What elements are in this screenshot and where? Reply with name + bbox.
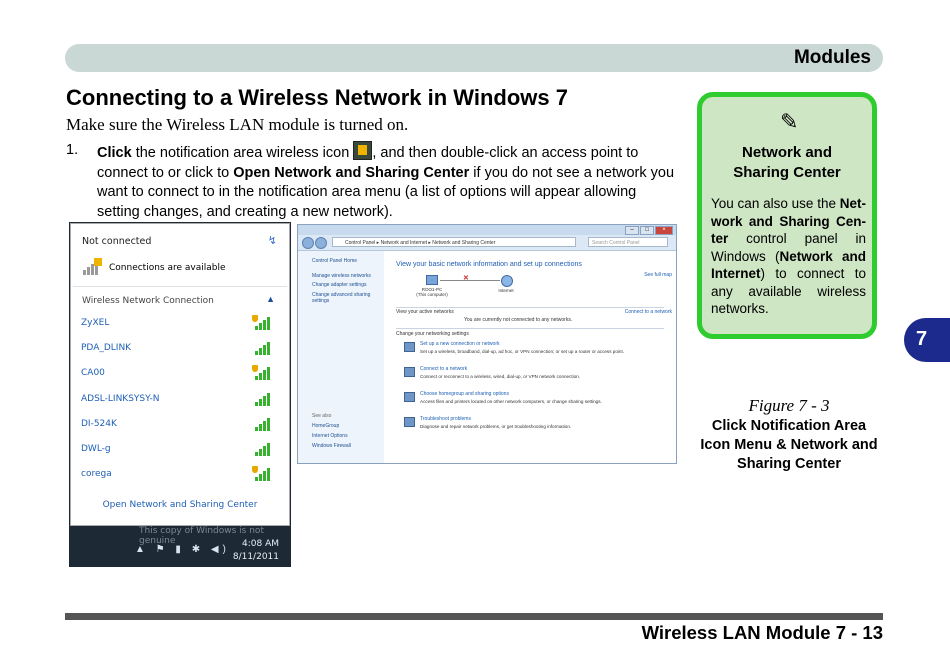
connect-to-network-link[interactable]: Connect to a network xyxy=(624,309,672,315)
note-text-1: You can also use the xyxy=(711,196,840,211)
divider xyxy=(73,286,287,287)
task-desc: Diagnose and repair network problems, or get troubleshooting information. xyxy=(420,424,572,429)
network-item-di-524k[interactable] xyxy=(71,413,289,438)
search-input[interactable]: Search Control Panel xyxy=(588,237,668,247)
back-icon[interactable] xyxy=(302,237,314,249)
advanced-sharing-link[interactable]: Change advanced sharing settings xyxy=(312,292,371,304)
network-name: ZyXEL xyxy=(81,318,110,328)
task-desc: Access files and printers located on other network computers, or change sharing settings. xyxy=(420,399,602,404)
divider xyxy=(396,328,664,329)
signal-bars-icon xyxy=(255,417,273,431)
figure-caption: Click Notification Area Icon Menu & Network and Sharing Center xyxy=(700,418,878,472)
network-item-dwl-g[interactable] xyxy=(71,438,289,463)
pen-icon: ✎ xyxy=(780,109,799,134)
task-homegroup[interactable]: Choose homegroup and sharing options xyxy=(420,391,509,397)
note-text-3: ) to connect to any available wireless networks. xyxy=(711,266,866,316)
internet-options-link[interactable]: Internet Options xyxy=(312,433,348,439)
signal-bars-icon xyxy=(255,442,273,456)
note-title-line1: Network and xyxy=(741,144,832,161)
step-text-c: if you do not see a network you want to connect to in the notification area menu (a list of options will appear allowing setting changes, and creating a new network). xyxy=(97,164,675,220)
step-body xyxy=(97,141,678,222)
divider xyxy=(396,307,664,308)
cp-home-link[interactable]: Control Panel Home xyxy=(312,258,358,264)
step-text-a: the notification area wireless icon xyxy=(131,145,354,161)
manage-wireless-link[interactable]: Manage wireless networks xyxy=(312,273,371,279)
note-bold-1: Net-work and Sharing Cen-ter xyxy=(711,196,866,246)
note-text-2: control panel in Windows ( xyxy=(711,231,866,264)
computer-node xyxy=(410,287,454,297)
troubleshoot-icon xyxy=(404,417,415,427)
disconnected-x-icon: ✕ xyxy=(463,275,469,282)
step-number: 1. xyxy=(66,142,79,158)
network-link-line xyxy=(440,280,500,281)
signal-bars-icon xyxy=(255,366,273,380)
connection-status: Not connected xyxy=(82,236,152,247)
click-keyword: Click xyxy=(97,145,132,161)
network-list xyxy=(71,312,289,488)
active-networks-header: View your active networks xyxy=(396,309,454,315)
see-full-map-link[interactable]: See full map xyxy=(644,272,672,278)
network-item-pda-dlink[interactable] xyxy=(71,337,289,362)
wireless-tray-icon xyxy=(353,141,372,160)
step-text-b: , and then double-click an access point to connect to or click to xyxy=(97,145,639,181)
figure-label: Figure 7 - 3 xyxy=(748,396,830,415)
note-title-line2: Sharing Center xyxy=(733,164,841,181)
network-name: DWL-g xyxy=(81,443,111,454)
security-shield-icon xyxy=(252,315,258,322)
network-name: PDA_DLINK xyxy=(81,343,132,354)
window-titlebar xyxy=(298,225,676,235)
footer-text: Wireless LAN Module 7 - 13 xyxy=(641,622,883,643)
not-connected-text: You are currently not connected to any networks. xyxy=(464,317,573,323)
task-connect-network[interactable]: Connect to a network xyxy=(420,366,468,372)
address-field[interactable]: Control Panel ▸ Network and Internet ▸ Network and Sharing Center xyxy=(332,237,576,247)
footer-bar xyxy=(65,613,883,620)
network-name: DI-524K xyxy=(81,418,117,429)
connect-network-icon xyxy=(404,367,415,377)
header-bar xyxy=(65,44,883,72)
network-item-adsl-linksysy-n[interactable] xyxy=(71,388,289,413)
homegroup-link[interactable]: HomeGroup xyxy=(312,423,340,429)
task-new-connection[interactable]: Set up a new connection or network xyxy=(420,341,500,347)
cp-sidebar xyxy=(298,251,384,463)
chapter-number: 7 xyxy=(916,328,928,350)
task-desc: Connect or reconnect to a wireless, wired, dial-up, or VPN network connection. xyxy=(420,374,581,379)
wireless-popup-screenshot xyxy=(69,222,291,567)
connections-available-label: Connections are available xyxy=(109,263,226,273)
homegroup-icon xyxy=(404,392,415,402)
security-shield-icon xyxy=(252,365,258,372)
clock-date: 8/11/2011 xyxy=(232,552,279,562)
section-title: Modules xyxy=(793,47,871,68)
network-name: corega xyxy=(81,469,112,480)
network-sharing-center-screenshot xyxy=(297,224,677,464)
page-title: Connecting to a Wireless Network in Windows 7 xyxy=(66,85,569,110)
window-controls xyxy=(625,226,673,235)
page-subtitle: Make sure the Wireless LAN module is turned on. xyxy=(66,115,409,134)
signal-bars-icon xyxy=(255,392,273,406)
task-troubleshoot[interactable]: Troubleshoot problems xyxy=(420,416,471,422)
open-network-sharing-center-link[interactable]: Open Network and Sharing Center xyxy=(102,500,258,510)
clock-time: 4:08 AM xyxy=(242,539,279,549)
internet-globe-icon xyxy=(501,275,513,287)
refresh-icon[interactable]: ↯ xyxy=(267,235,277,247)
collapse-icon[interactable]: ▲ xyxy=(266,294,275,304)
note-title xyxy=(702,143,872,183)
network-item-zyxel[interactable] xyxy=(71,312,289,337)
note-text xyxy=(711,195,866,318)
maximize-icon[interactable]: □ xyxy=(640,226,654,235)
network-name: CA00 xyxy=(81,368,105,379)
computer-name: ROO1-PC xyxy=(421,287,443,292)
signal-bars-icon xyxy=(255,341,273,355)
windows-firewall-link[interactable]: Windows Firewall xyxy=(312,443,351,449)
signal-bars-icon xyxy=(255,316,273,330)
taskbar-clock[interactable] xyxy=(233,538,279,564)
see-also-header: See also xyxy=(312,413,332,419)
wireless-section-header: Wireless Network Connection xyxy=(82,296,214,306)
sidebar-note xyxy=(697,92,877,339)
minimize-icon[interactable]: – xyxy=(625,226,639,235)
internet-label: Internet xyxy=(498,288,514,293)
signal-bars-icon xyxy=(255,467,273,481)
instruction-step xyxy=(66,141,678,222)
forward-icon[interactable] xyxy=(315,237,327,249)
popup-panel xyxy=(70,223,290,526)
task-desc: Set up a wireless, broadband, dial-up, ad hoc, or VPN connection; or set up a router or access point. xyxy=(420,349,625,354)
computer-icon xyxy=(426,275,438,285)
taskbar-tray-icons[interactable]: ▲ ⚑ ▮ ✱ ◀) xyxy=(135,544,230,555)
security-shield-icon xyxy=(252,466,258,473)
network-name: ADSL-LINKSYSY-N xyxy=(81,393,160,404)
signal-icon xyxy=(82,258,104,276)
cp-heading: View your basic network information and set up connections xyxy=(396,261,582,268)
chapter-tab xyxy=(904,318,950,362)
change-settings-header: Change your networking settings xyxy=(396,331,469,337)
new-connection-icon xyxy=(404,342,415,352)
note-bold-2: Network and Internet xyxy=(711,248,866,281)
genuine-watermark: This copy of Windows is not genuine xyxy=(139,526,264,546)
address-bar-row xyxy=(298,235,676,251)
change-adapter-link[interactable]: Change adapter settings xyxy=(312,282,367,288)
network-item-ca00[interactable] xyxy=(71,362,289,387)
open-nsc-keyword: Open Network and Sharing Center xyxy=(233,164,470,181)
network-item-corega[interactable] xyxy=(71,463,289,488)
computer-label: (This computer) xyxy=(416,292,448,297)
close-icon[interactable]: × xyxy=(655,226,673,235)
